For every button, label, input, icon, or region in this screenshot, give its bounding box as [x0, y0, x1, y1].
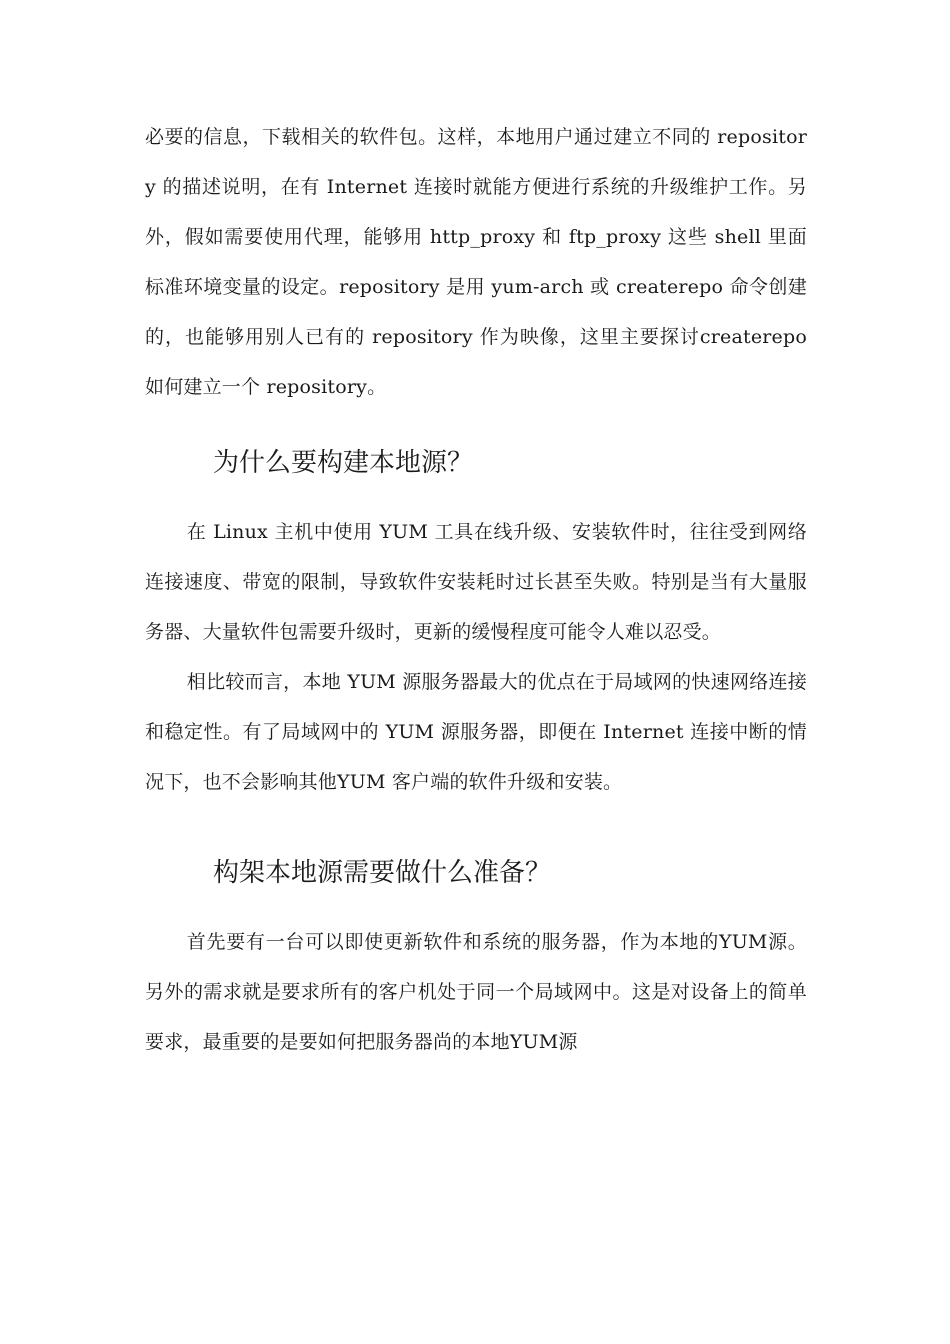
section-paragraph: 首先要有一台可以即使更新软件和系统的服务器，作为本地的YUM源。另外的需求就是要求所有的客户机处于同一个局域网中。这是对设备上的简单要求，最重要的是要如何把服务器尚的本地YUM源: [145, 931, 807, 1053]
section-paragraph: 相比较而言，本地 YUM 源服务器最大的优点在于局域网的快速网络连接和稳定性。有了局域网中的 YUM 源服务器，即便在 Internet 连接中断的情况下，也不会影响其他YUM 客户端的软件升级和安装。: [145, 671, 807, 793]
section-heading-preparation: 构架本地源需要做什么准备？: [213, 858, 552, 888]
section-paragraph: 在 Linux 主机中使用 YUM 工具在线升级、安装软件时，往往受到网络连接速度、带宽的限制，导致软件安装耗时过长甚至失败。特别是当有大量服务器、大量软件包需要升级时，更新的缓慢程度可能令人难以忍受。: [145, 521, 807, 643]
document-body: [145, 112, 807, 1067]
section-heading-why-local-repo: 为什么要构建本地源？: [213, 448, 474, 478]
intro-paragraph: 必要的信息，下载相关的软件包。这样，本地用户通过建立不同的 repository 的描述说明，在有 Internet 连接时就能方便进行系统的升级维护工作。另外，假如需要使用代理，能够用 http_proxy 和 ftp_proxy 这些 shell 里面标准环境变量的设定。repository 是用 yum-arch 或 createrepo 命令创建的，也能够用别人已有的 repository 作为映像，这里主要探讨createrepo 如何建立一个 repository。: [145, 126, 807, 398]
